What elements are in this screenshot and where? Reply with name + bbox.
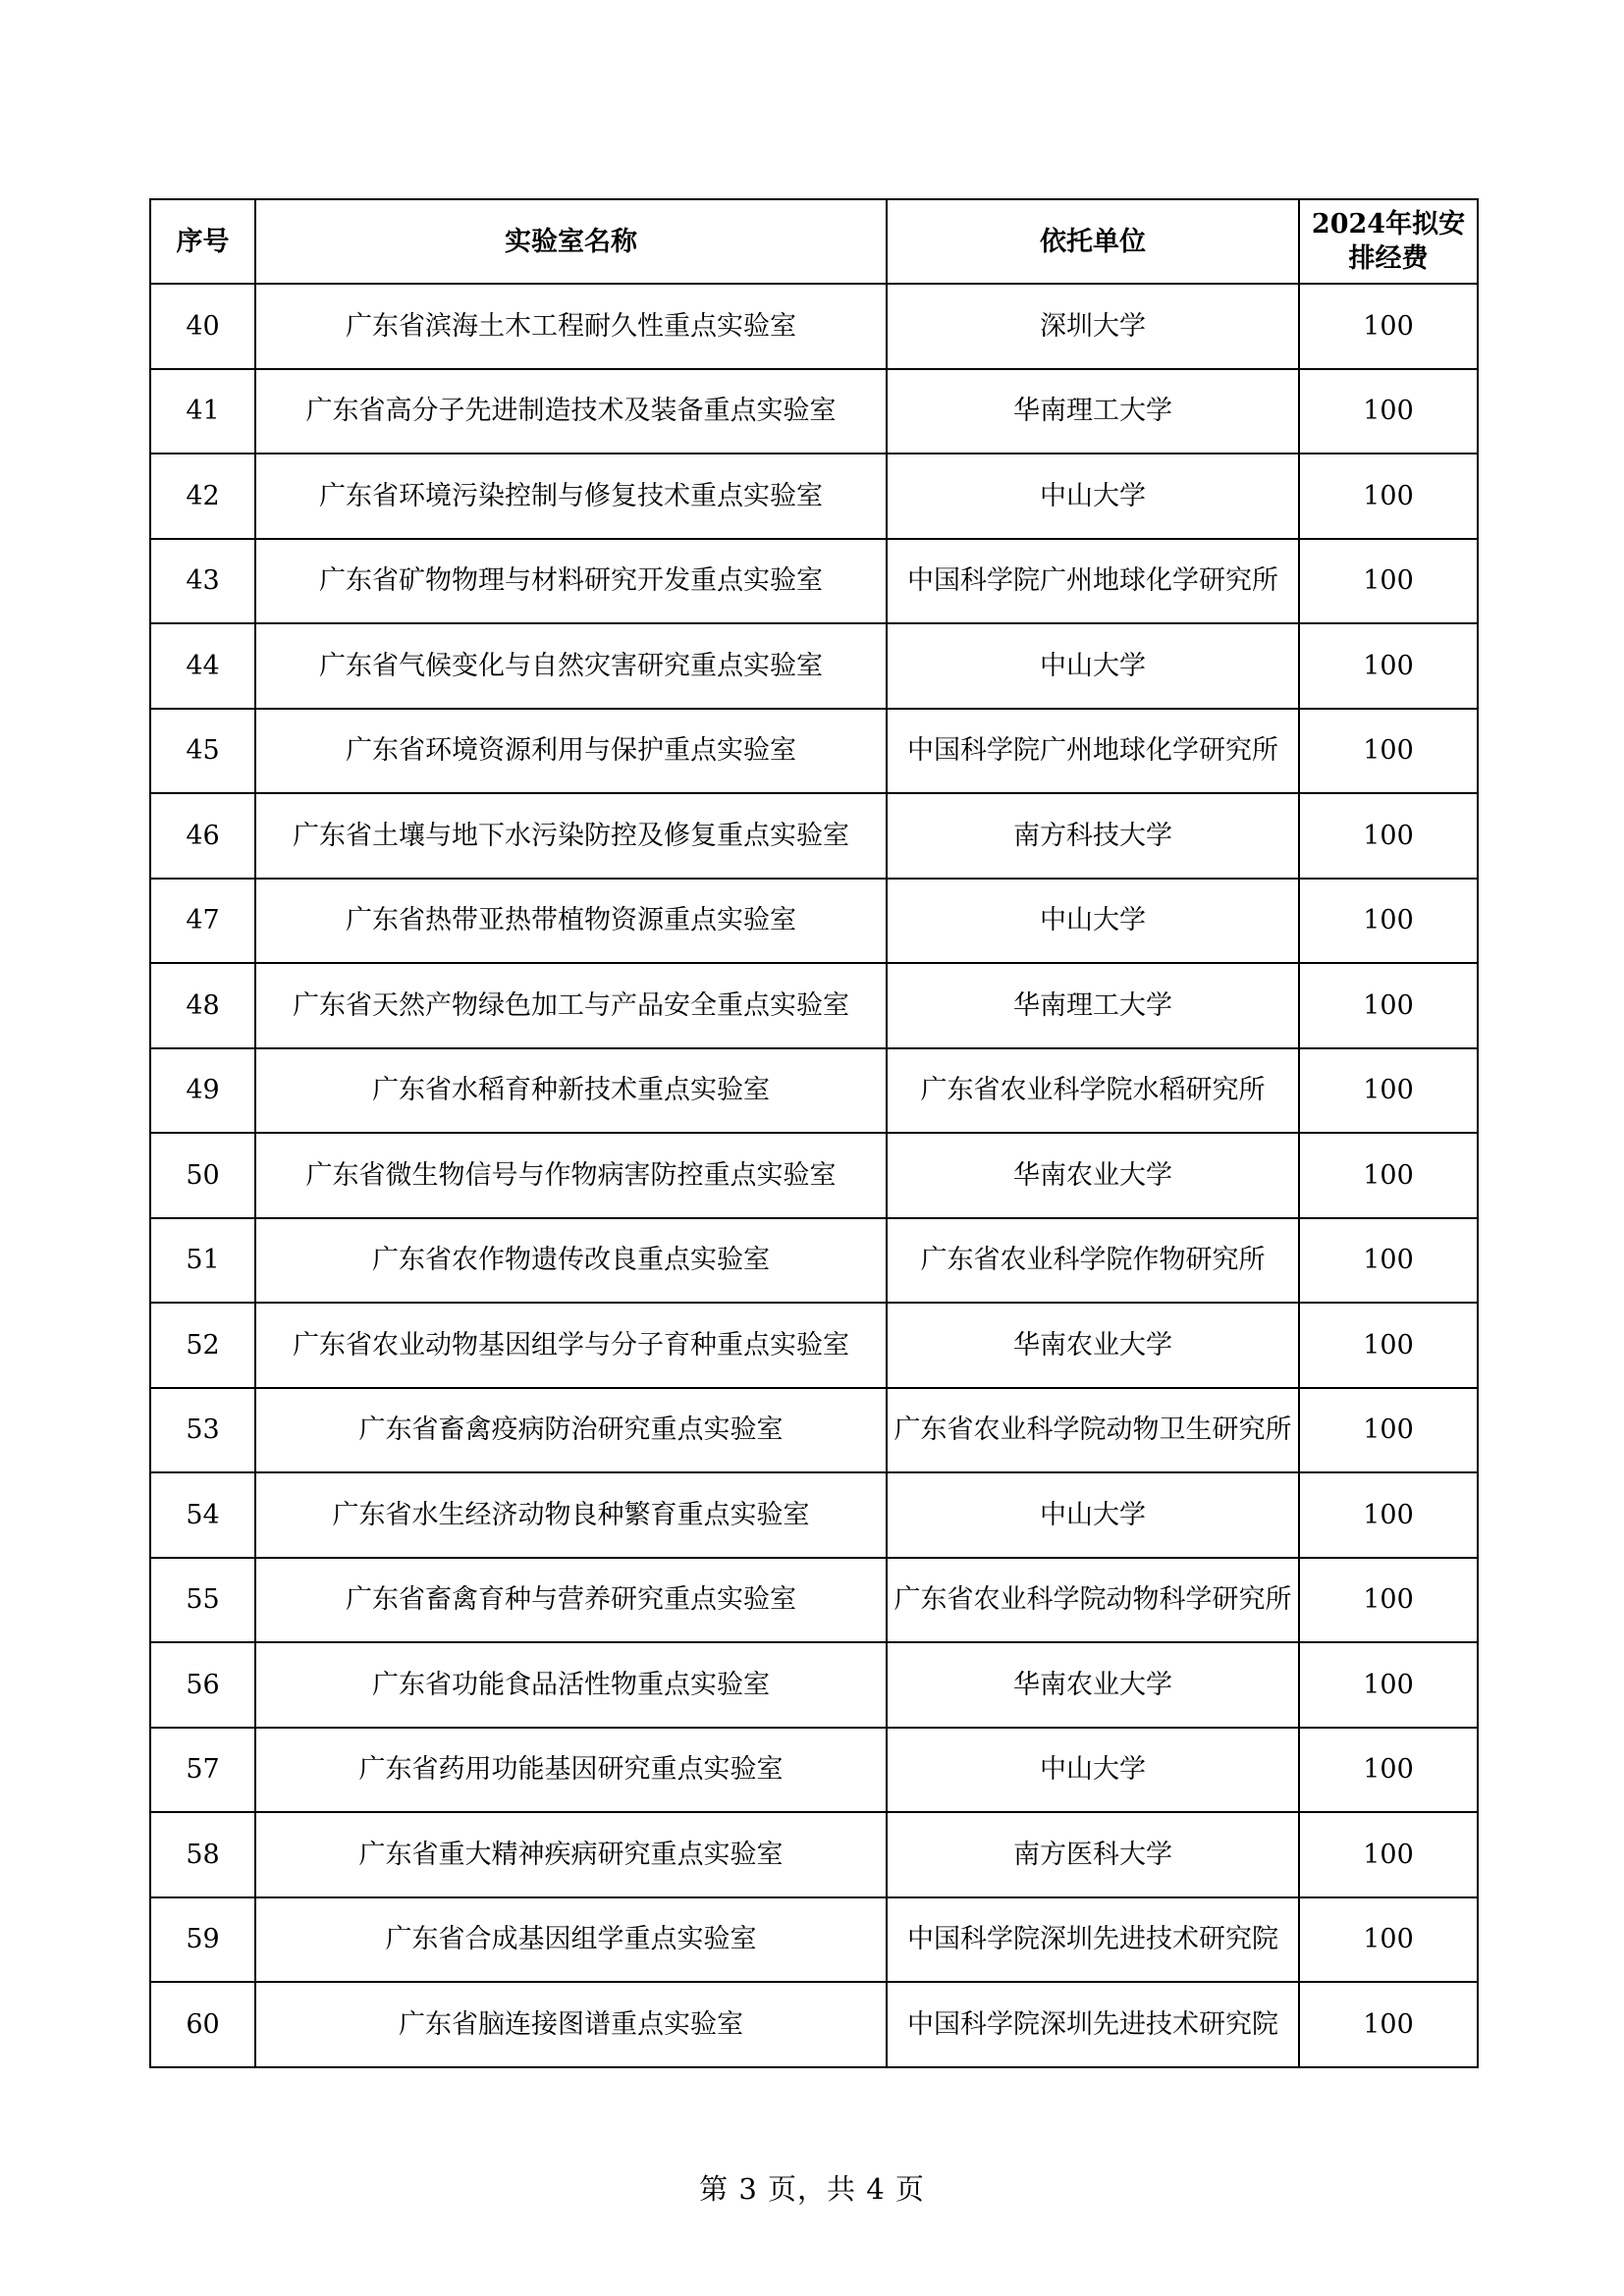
cell-lab-name: 广东省矿物物理与材料研究开发重点实验室 xyxy=(255,539,887,624)
cell-funding: 100 xyxy=(1299,963,1478,1048)
header-row xyxy=(150,199,1478,284)
cell-lab-name: 广东省土壤与地下水污染防控及修复重点实验室 xyxy=(255,793,887,879)
cell-seq: 46 xyxy=(150,793,255,879)
table-row xyxy=(150,1388,1478,1473)
cell-lab-name: 广东省环境资源利用与保护重点实验室 xyxy=(255,709,887,794)
table-row xyxy=(150,1558,1478,1643)
cell-lab-name: 广东省药用功能基因研究重点实验室 xyxy=(255,1728,887,1813)
cell-seq: 58 xyxy=(150,1812,255,1897)
cell-lab-name: 广东省畜禽疫病防治研究重点实验室 xyxy=(255,1388,887,1473)
cell-funding: 100 xyxy=(1299,1812,1478,1897)
table-row xyxy=(150,1642,1478,1728)
cell-lab-name: 广东省滨海土木工程耐久性重点实验室 xyxy=(255,284,887,369)
table-header xyxy=(150,199,1478,284)
cell-seq: 57 xyxy=(150,1728,255,1813)
cell-host-unit: 中国科学院广州地球化学研究所 xyxy=(887,539,1299,624)
cell-lab-name: 广东省重大精神疾病研究重点实验室 xyxy=(255,1812,887,1897)
table-row xyxy=(150,454,1478,539)
cell-lab-name: 广东省高分子先进制造技术及装备重点实验室 xyxy=(255,369,887,454)
table-row xyxy=(150,623,1478,709)
cell-host-unit: 中国科学院深圳先进技术研究院 xyxy=(887,1982,1299,2067)
table-row xyxy=(150,879,1478,964)
table-row xyxy=(150,1303,1478,1388)
cell-host-unit: 中山大学 xyxy=(887,1728,1299,1813)
table-row xyxy=(150,793,1478,879)
cell-funding: 100 xyxy=(1299,709,1478,794)
table-row xyxy=(150,1048,1478,1134)
cell-funding: 100 xyxy=(1299,623,1478,709)
cell-seq: 59 xyxy=(150,1897,255,1983)
table-row xyxy=(150,284,1478,369)
table-row xyxy=(150,963,1478,1048)
cell-host-unit: 华南理工大学 xyxy=(887,963,1299,1048)
cell-host-unit: 华南农业大学 xyxy=(887,1303,1299,1388)
table-row xyxy=(150,1812,1478,1897)
cell-seq: 42 xyxy=(150,454,255,539)
table-row xyxy=(150,1472,1478,1558)
table-row xyxy=(150,709,1478,794)
cell-funding: 100 xyxy=(1299,284,1478,369)
table-row xyxy=(150,1897,1478,1983)
page-number-footer: 第 3 页，共 4 页 xyxy=(699,2172,925,2206)
cell-funding: 100 xyxy=(1299,1642,1478,1728)
cell-funding: 100 xyxy=(1299,1897,1478,1983)
table-row xyxy=(150,369,1478,454)
table-body xyxy=(150,284,1478,2067)
cell-seq: 49 xyxy=(150,1048,255,1134)
cell-funding: 100 xyxy=(1299,1133,1478,1218)
table-row xyxy=(150,1728,1478,1813)
cell-seq: 54 xyxy=(150,1472,255,1558)
cell-seq: 41 xyxy=(150,369,255,454)
header-seq: 序号 xyxy=(150,199,255,284)
cell-seq: 50 xyxy=(150,1133,255,1218)
cell-funding: 100 xyxy=(1299,793,1478,879)
lab-funding-table xyxy=(149,198,1479,2068)
header-funding: 2024年拟安排经费 xyxy=(1299,199,1478,284)
cell-host-unit: 中国科学院广州地球化学研究所 xyxy=(887,709,1299,794)
cell-host-unit: 广东省农业科学院动物卫生研究所 xyxy=(887,1388,1299,1473)
cell-funding: 100 xyxy=(1299,1218,1478,1304)
table-row xyxy=(150,1133,1478,1218)
cell-host-unit: 广东省农业科学院作物研究所 xyxy=(887,1218,1299,1304)
cell-seq: 48 xyxy=(150,963,255,1048)
cell-seq: 52 xyxy=(150,1303,255,1388)
cell-lab-name: 广东省脑连接图谱重点实验室 xyxy=(255,1982,887,2067)
cell-seq: 43 xyxy=(150,539,255,624)
cell-funding: 100 xyxy=(1299,1388,1478,1473)
cell-funding: 100 xyxy=(1299,369,1478,454)
cell-seq: 55 xyxy=(150,1558,255,1643)
cell-host-unit: 华南理工大学 xyxy=(887,369,1299,454)
table-row xyxy=(150,1982,1478,2067)
cell-seq: 56 xyxy=(150,1642,255,1728)
cell-lab-name: 广东省环境污染控制与修复技术重点实验室 xyxy=(255,454,887,539)
cell-host-unit: 中国科学院深圳先进技术研究院 xyxy=(887,1897,1299,1983)
cell-host-unit: 中山大学 xyxy=(887,879,1299,964)
cell-lab-name: 广东省农作物遗传改良重点实验室 xyxy=(255,1218,887,1304)
cell-host-unit: 中山大学 xyxy=(887,454,1299,539)
cell-lab-name: 广东省水生经济动物良种繁育重点实验室 xyxy=(255,1472,887,1558)
header-host-unit: 依托单位 xyxy=(887,199,1299,284)
cell-funding: 100 xyxy=(1299,1048,1478,1134)
cell-seq: 44 xyxy=(150,623,255,709)
cell-lab-name: 广东省畜禽育种与营养研究重点实验室 xyxy=(255,1558,887,1643)
cell-host-unit: 广东省农业科学院动物科学研究所 xyxy=(887,1558,1299,1643)
table-row xyxy=(150,539,1478,624)
cell-host-unit: 南方医科大学 xyxy=(887,1812,1299,1897)
cell-seq: 40 xyxy=(150,284,255,369)
cell-host-unit: 华南农业大学 xyxy=(887,1133,1299,1218)
cell-funding: 100 xyxy=(1299,454,1478,539)
cell-seq: 47 xyxy=(150,879,255,964)
cell-funding: 100 xyxy=(1299,1303,1478,1388)
cell-funding: 100 xyxy=(1299,1728,1478,1813)
funding-table-container xyxy=(149,198,1477,2068)
cell-funding: 100 xyxy=(1299,1558,1478,1643)
cell-seq: 60 xyxy=(150,1982,255,2067)
cell-funding: 100 xyxy=(1299,879,1478,964)
cell-seq: 51 xyxy=(150,1218,255,1304)
cell-lab-name: 广东省天然产物绿色加工与产品安全重点实验室 xyxy=(255,963,887,1048)
cell-host-unit: 广东省农业科学院水稻研究所 xyxy=(887,1048,1299,1134)
cell-host-unit: 中山大学 xyxy=(887,1472,1299,1558)
cell-seq: 45 xyxy=(150,709,255,794)
cell-lab-name: 广东省水稻育种新技术重点实验室 xyxy=(255,1048,887,1134)
cell-lab-name: 广东省功能食品活性物重点实验室 xyxy=(255,1642,887,1728)
cell-lab-name: 广东省合成基因组学重点实验室 xyxy=(255,1897,887,1983)
cell-seq: 53 xyxy=(150,1388,255,1473)
cell-lab-name: 广东省农业动物基因组学与分子育种重点实验室 xyxy=(255,1303,887,1388)
header-lab-name: 实验室名称 xyxy=(255,199,887,284)
cell-lab-name: 广东省热带亚热带植物资源重点实验室 xyxy=(255,879,887,964)
cell-host-unit: 中山大学 xyxy=(887,623,1299,709)
cell-lab-name: 广东省气候变化与自然灾害研究重点实验室 xyxy=(255,623,887,709)
cell-funding: 100 xyxy=(1299,1982,1478,2067)
table-row xyxy=(150,1218,1478,1304)
cell-host-unit: 南方科技大学 xyxy=(887,793,1299,879)
cell-host-unit: 深圳大学 xyxy=(887,284,1299,369)
cell-funding: 100 xyxy=(1299,539,1478,624)
cell-lab-name: 广东省微生物信号与作物病害防控重点实验室 xyxy=(255,1133,887,1218)
cell-host-unit: 华南农业大学 xyxy=(887,1642,1299,1728)
cell-funding: 100 xyxy=(1299,1472,1478,1558)
